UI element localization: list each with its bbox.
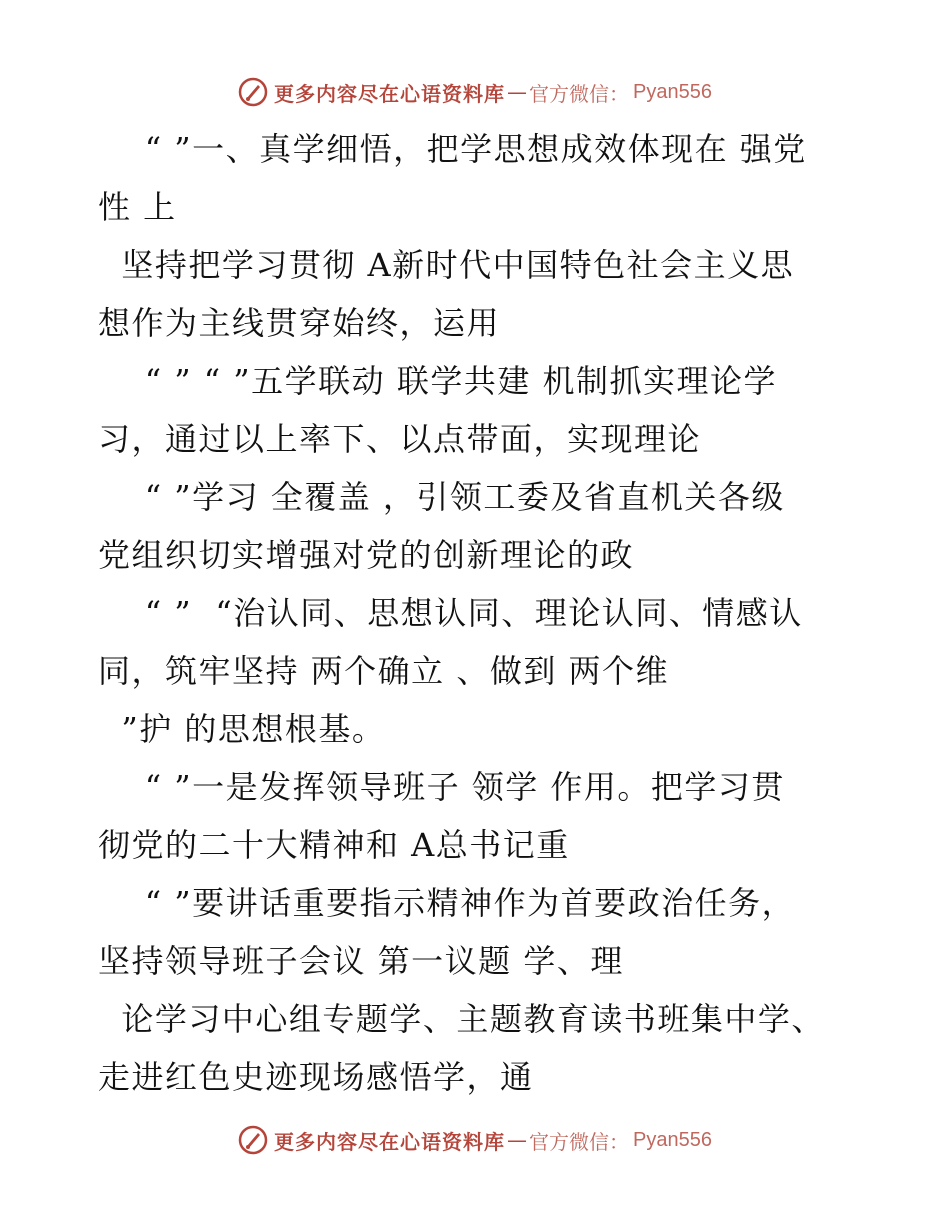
- banner-brand-text: 更多内容尽在心语资料库: [274, 1129, 506, 1154]
- quill-logo-icon: [238, 1125, 268, 1155]
- banner-official-label: 官方微信：: [529, 81, 630, 106]
- text-line: “ ”要讲话重要指示精神作为首要政治任务，: [98, 884, 796, 922]
- text-line: 彻党的二十大精神和 A总书记重: [98, 826, 570, 864]
- footer-watermark-banner: [0, 1120, 950, 1160]
- text-line: “ ”学习 全覆盖 ，引领工委及省直机关各级: [98, 478, 785, 516]
- banner-wechat-id: Pyan556: [633, 1128, 712, 1151]
- text-line: 走进红色史迹现场感悟学，通: [98, 1058, 534, 1096]
- text-line: “ ” “治认同、思想认同、理论认同、情感认: [98, 594, 803, 632]
- banner-brand-text: 更多内容尽在心语资料库: [274, 81, 506, 106]
- banner-official-label: 官方微信：: [529, 1129, 630, 1154]
- banner-dash: —: [507, 1128, 528, 1152]
- text-line: “ ”一、真学细悟，把学思想成效体现在 强党: [98, 130, 807, 168]
- quill-logo-icon: [238, 77, 268, 107]
- document-body: [98, 120, 858, 1106]
- text-line: 想作为主线贯穿始终，运用: [98, 304, 501, 342]
- text-line: 坚持领导班子会议 第一议题 学、理: [98, 942, 624, 980]
- banner-dash: —: [507, 80, 528, 104]
- text-line: “ ” “ ”五学联动 联学共建 机制抓实理论学: [98, 362, 777, 400]
- text-line: ”护 的思想根基。: [98, 710, 386, 748]
- text-line: “ ”一是发挥领导班子 领学 作用。把学习贯: [98, 768, 785, 806]
- text-line: 论学习中心组专题学、主题教育读书班集中学、: [98, 1000, 825, 1038]
- banner-wechat-id: Pyan556: [633, 80, 712, 103]
- text-line: 党组织切实增强对党的创新理论的政: [98, 536, 635, 574]
- text-line: 同，筑牢坚持 两个确立 、做到 两个维: [98, 652, 670, 690]
- header-watermark-banner: [0, 72, 950, 112]
- text-line: 习，通过以上率下、以点带面，实现理论: [98, 420, 702, 458]
- text-line: 坚持把学习贯彻 A新时代中国特色社会主义思: [98, 246, 795, 284]
- text-line: 性 上: [98, 188, 177, 226]
